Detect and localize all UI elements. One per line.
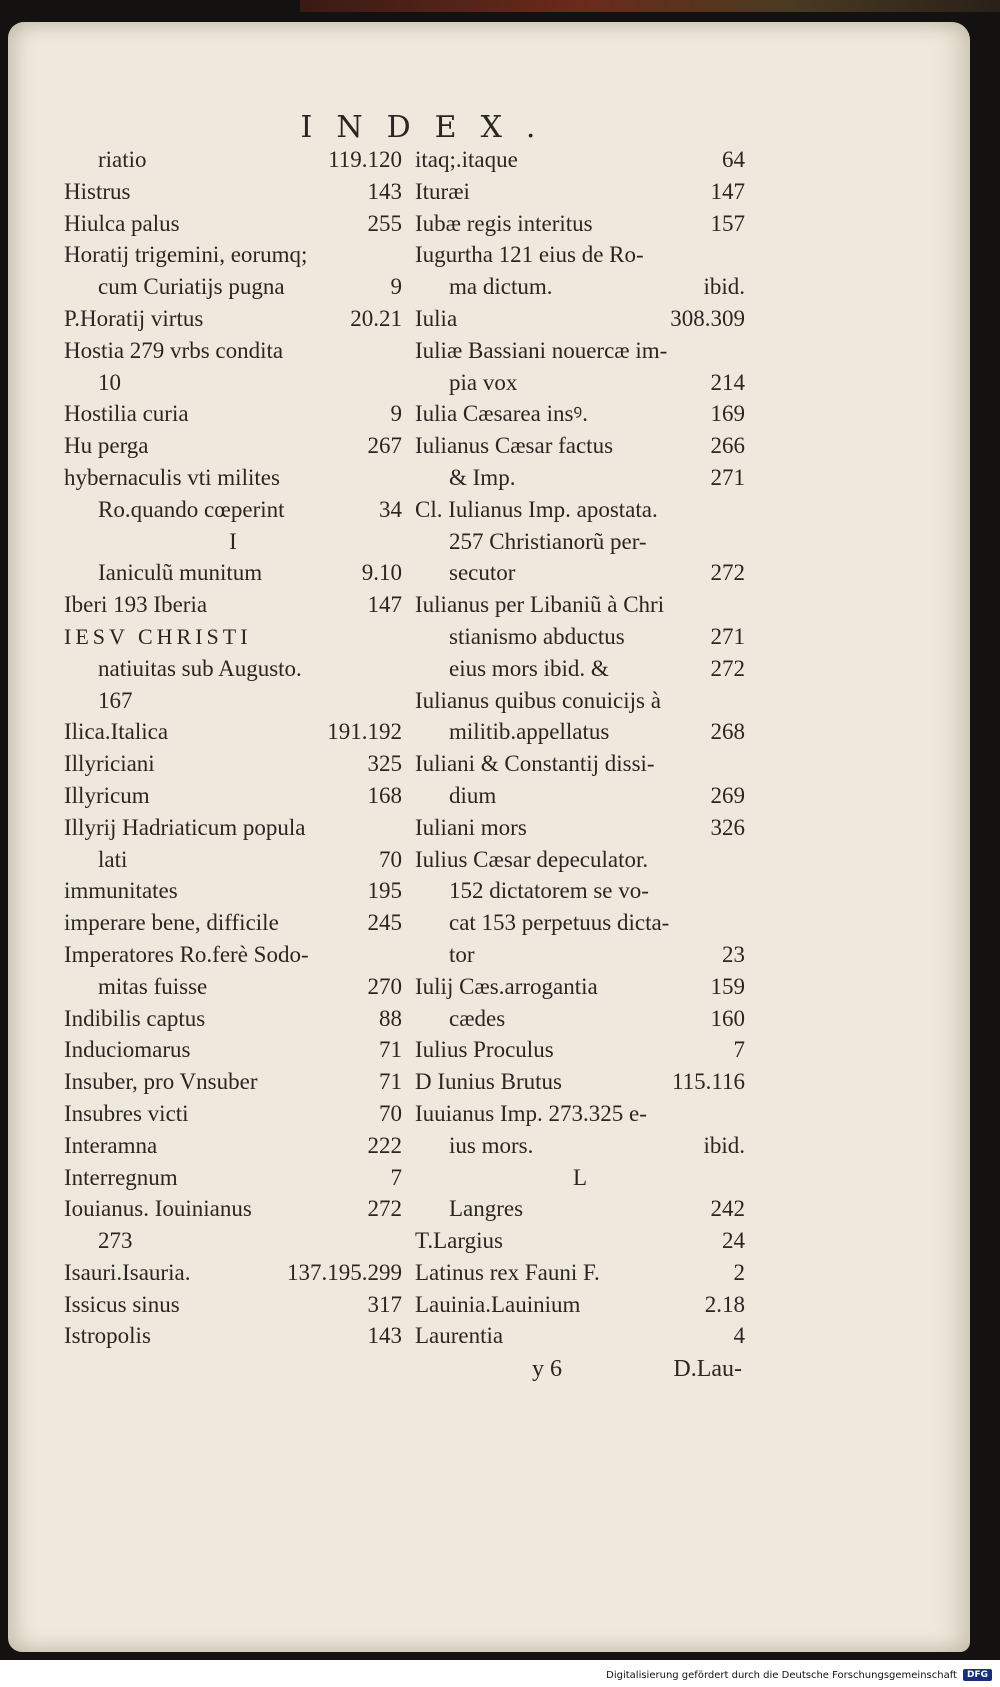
index-entry bbox=[415, 398, 745, 430]
index-entry bbox=[415, 367, 745, 399]
index-column-right bbox=[415, 144, 745, 1352]
page-title: INDEX. bbox=[300, 110, 560, 145]
index-entry-page: 70 bbox=[379, 846, 402, 872]
index-entry-text: militib.appellatus bbox=[449, 719, 610, 745]
index-entry bbox=[415, 1289, 745, 1321]
index-entry bbox=[64, 1289, 402, 1321]
index-entry-text: IESV CHRISTI bbox=[64, 623, 252, 649]
index-entry bbox=[415, 812, 745, 844]
index-entry-page: 242 bbox=[710, 1196, 745, 1222]
index-entry bbox=[415, 1193, 745, 1225]
index-entry-text: Iulianus per Libaniũ à Chri bbox=[415, 592, 665, 618]
index-entry-page: 88 bbox=[379, 1005, 402, 1031]
index-entry-page: 214 bbox=[710, 369, 745, 395]
index-entry bbox=[64, 144, 402, 176]
index-entry-page: 160 bbox=[710, 1005, 745, 1031]
index-entry-text: Imperatores Ro.ferè Sodo- bbox=[64, 941, 309, 967]
index-entry-text: tor bbox=[449, 941, 475, 967]
index-entry-text: Langres bbox=[449, 1196, 524, 1222]
index-entry-page: 34 bbox=[379, 496, 402, 522]
index-entry-text: Iuuianus Imp. 273.325 e- bbox=[415, 1100, 647, 1126]
index-entry bbox=[415, 303, 745, 335]
index-entry bbox=[415, 589, 745, 621]
index-entry-text: Latinus rex Fauni F. bbox=[415, 1259, 600, 1285]
credit-text: Digitalisierung gefördert durch die Deutsche Forschungsgemeinschaft bbox=[606, 1669, 957, 1681]
index-entry-text: riatio bbox=[98, 147, 147, 172]
index-entry-text: mitas fuisse bbox=[98, 973, 208, 999]
index-entry-text: 273 bbox=[98, 1228, 133, 1254]
index-entry-text: Iuliӕ Bassiani nouercӕ im- bbox=[415, 337, 668, 363]
index-entry-text: Illyriciani bbox=[64, 751, 155, 777]
index-entry-text: imperare bene, difficile bbox=[64, 910, 279, 936]
index-entry bbox=[415, 1098, 745, 1130]
index-entry-text: cum Curiatijs pugna bbox=[98, 274, 285, 300]
index-entry-text: Iouianus. Iouinianus bbox=[64, 1196, 252, 1222]
index-entry-text: I bbox=[229, 528, 237, 554]
index-entry bbox=[64, 208, 402, 240]
index-entry bbox=[415, 939, 745, 971]
index-entry bbox=[64, 589, 402, 621]
index-entry-text: Induciomarus bbox=[64, 1037, 191, 1063]
page-footer bbox=[532, 1356, 742, 1383]
index-entry-page: 272 bbox=[710, 560, 745, 586]
index-entry bbox=[415, 971, 745, 1003]
index-entry bbox=[415, 1003, 745, 1035]
index-entry-page: 266 bbox=[710, 433, 745, 459]
index-entry-page: 143 bbox=[367, 1323, 402, 1349]
index-entry bbox=[64, 398, 402, 430]
index-entry-page: 222 bbox=[367, 1132, 402, 1158]
index-entry-text: Iubӕ regis interitus bbox=[415, 210, 593, 236]
index-entry-page: 20.21 bbox=[350, 305, 402, 331]
index-entry-page: 143 bbox=[367, 178, 402, 204]
index-entry-page: 119.120 bbox=[328, 147, 402, 172]
index-entry-page: 157 bbox=[710, 210, 745, 236]
index-entry bbox=[64, 716, 402, 748]
index-entry-page: 7 bbox=[733, 1037, 745, 1063]
index-entry bbox=[64, 176, 402, 208]
index-entry-text: Hiulca palus bbox=[64, 210, 180, 236]
index-entry-page: 271 bbox=[710, 623, 745, 649]
index-entry bbox=[415, 208, 745, 240]
index-entry bbox=[64, 1320, 402, 1352]
index-entry-page: 325 bbox=[367, 751, 402, 777]
index-entry bbox=[64, 1193, 402, 1225]
index-entry bbox=[415, 1257, 745, 1289]
index-entry-text: & Imp. bbox=[449, 464, 516, 490]
index-entry bbox=[415, 239, 745, 271]
index-entry-text: Lauinia.Lauinium bbox=[415, 1291, 581, 1317]
index-entry-text: natiuitas sub Augusto. bbox=[98, 655, 302, 681]
index-entry-text: Histrus bbox=[64, 178, 131, 204]
index-entry-text: Insuber, pro Vnsuber bbox=[64, 1069, 258, 1095]
index-entry bbox=[64, 367, 402, 399]
index-entry-text: Horatij trigemini, eorumq; bbox=[64, 242, 308, 268]
index-entry bbox=[64, 239, 402, 271]
index-entry-page: 272 bbox=[710, 655, 745, 681]
index-entry-page: 268 bbox=[710, 719, 745, 745]
index-entry-text: Cl. Iulianus Imp. apostata. bbox=[415, 496, 658, 522]
index-entry-text: cat 153 perpetuus dicta- bbox=[449, 910, 670, 936]
index-column-left bbox=[64, 144, 402, 1352]
index-entry-text: Hostilia curia bbox=[64, 401, 189, 427]
index-entry-page: 23 bbox=[722, 941, 745, 967]
index-entry bbox=[415, 653, 745, 685]
index-entry-text: 10 bbox=[98, 369, 121, 395]
index-entry bbox=[64, 526, 402, 558]
index-entry bbox=[64, 303, 402, 335]
index-entry-text: dium bbox=[449, 782, 497, 808]
index-entry-text: itaq;.itaque bbox=[415, 147, 518, 172]
index-entry-text: Indibilis captus bbox=[64, 1005, 206, 1031]
catchword: D.Lau- bbox=[673, 1356, 742, 1382]
index-entry bbox=[64, 748, 402, 780]
index-entry-page: 137.195.299 bbox=[287, 1259, 402, 1285]
index-entry bbox=[64, 780, 402, 812]
index-entry-text: Iugurtha 121 eius de Ro- bbox=[415, 242, 644, 268]
index-entry bbox=[415, 176, 745, 208]
index-entry-page: 326 bbox=[710, 814, 745, 840]
index-entry-text: Interamna bbox=[64, 1132, 158, 1158]
index-entry bbox=[415, 844, 745, 876]
index-entry bbox=[415, 780, 745, 812]
index-entry bbox=[415, 1066, 745, 1098]
index-entry-page: 71 bbox=[379, 1069, 402, 1095]
index-entry-page: 9 bbox=[390, 401, 402, 427]
index-entry-text: hybernaculis vti milites bbox=[64, 464, 280, 490]
index-entry bbox=[415, 621, 745, 653]
index-entry bbox=[415, 748, 745, 780]
index-entry-text: secutor bbox=[449, 560, 516, 586]
index-entry-text: D Iunius Brutus bbox=[415, 1069, 562, 1095]
index-entry-text: L bbox=[572, 1164, 588, 1190]
index-entry-page: 272 bbox=[367, 1196, 402, 1222]
index-entry-text: Istropolis bbox=[64, 1323, 151, 1349]
index-entry-text: Iturӕi bbox=[415, 178, 470, 204]
index-entry bbox=[415, 716, 745, 748]
index-entry bbox=[64, 844, 402, 876]
index-entry bbox=[415, 1225, 745, 1257]
index-entry-text: eius mors ibid. & bbox=[449, 655, 609, 681]
index-entry-text: 257 Christianorũ per- bbox=[449, 528, 647, 554]
index-entry bbox=[415, 875, 745, 907]
index-entry-page: 269 bbox=[710, 782, 745, 808]
index-entry bbox=[64, 1034, 402, 1066]
index-entry-page: ibid. bbox=[703, 1132, 745, 1158]
index-entry-page: 24 bbox=[722, 1228, 745, 1254]
index-entry-text: Iulius Proculus bbox=[415, 1037, 554, 1063]
index-entry bbox=[64, 335, 402, 367]
index-entry-text: stianismo abductus bbox=[449, 623, 625, 649]
index-entry-page: 9 bbox=[390, 274, 402, 300]
index-entry-text: Iulianus Cӕsar factus bbox=[415, 433, 614, 459]
index-entry-text: 152 dictatorem se vo- bbox=[449, 878, 649, 904]
index-entry-page: 2.18 bbox=[704, 1291, 745, 1317]
index-entry bbox=[64, 1162, 402, 1194]
index-entry bbox=[64, 462, 402, 494]
index-entry-text: Illyricum bbox=[64, 782, 150, 808]
index-entry bbox=[64, 1003, 402, 1035]
index-entry bbox=[64, 1257, 402, 1289]
index-entry-text: Hu perga bbox=[64, 433, 149, 459]
index-entry bbox=[415, 1034, 745, 1066]
index-entry bbox=[415, 1130, 745, 1162]
index-entry bbox=[415, 430, 745, 462]
index-entry-text: ius mors. bbox=[449, 1132, 534, 1158]
index-entry bbox=[64, 971, 402, 1003]
index-entry bbox=[64, 621, 402, 653]
index-entry-text: Iulia Cӕsarea insꝰ. bbox=[415, 401, 588, 427]
index-entry bbox=[64, 1098, 402, 1130]
index-entry-page: 270 bbox=[367, 973, 402, 999]
index-entry bbox=[415, 1320, 745, 1352]
index-entry-text: Ro.quando cœperint bbox=[98, 496, 285, 522]
index-entry-page: 4 bbox=[733, 1323, 745, 1349]
index-entry bbox=[64, 1225, 402, 1257]
dfg-logo-icon: DFG bbox=[963, 1669, 992, 1681]
index-entry bbox=[64, 1066, 402, 1098]
index-entry-page: 245 bbox=[367, 910, 402, 936]
index-entry-page: 71 bbox=[379, 1037, 402, 1063]
index-entry-text: 167 bbox=[98, 687, 133, 713]
index-entry-page: 147 bbox=[367, 592, 402, 618]
index-entry-text: Iuliani mors bbox=[415, 814, 527, 840]
index-entry bbox=[415, 335, 745, 367]
index-entry bbox=[415, 494, 745, 526]
index-entry-page: 115.116 bbox=[671, 1069, 745, 1095]
digitization-credit bbox=[600, 1665, 992, 1685]
index-entry-text: Isauri.Isauria. bbox=[64, 1259, 191, 1285]
index-entry-text: Issicus sinus bbox=[64, 1291, 180, 1317]
index-entry-text: cӕdes bbox=[449, 1005, 506, 1031]
index-entry bbox=[64, 271, 402, 303]
scan-top-edge bbox=[300, 0, 1000, 12]
index-entry-page: 159 bbox=[710, 973, 745, 999]
index-entry bbox=[64, 939, 402, 971]
index-entry bbox=[64, 557, 402, 589]
index-entry-page: 64 bbox=[722, 147, 745, 172]
index-entry-text: Illyrij Hadriaticum popula bbox=[64, 814, 306, 840]
index-entry-text: Iuliani & Constantij dissi- bbox=[415, 751, 655, 777]
index-entry-page: 147 bbox=[710, 178, 745, 204]
index-entry bbox=[64, 812, 402, 844]
index-entry-text: ma dictum. bbox=[449, 274, 553, 300]
index-entry bbox=[64, 907, 402, 939]
index-entry-page: ibid. bbox=[703, 274, 745, 300]
index-entry-text: pia vox bbox=[449, 369, 518, 395]
index-entry-page: 195 bbox=[367, 878, 402, 904]
index-entry bbox=[415, 526, 745, 558]
index-entry bbox=[64, 430, 402, 462]
index-entry-page: 169 bbox=[710, 401, 745, 427]
index-entry-text: lati bbox=[98, 846, 128, 872]
index-entry bbox=[64, 494, 402, 526]
index-entry-page: 317 bbox=[367, 1291, 402, 1317]
index-entry-text: Insubres victi bbox=[64, 1100, 189, 1126]
index-entry bbox=[415, 907, 745, 939]
index-entry-text: Iulij Cӕs.arrogantia bbox=[415, 973, 598, 999]
index-entry-text: Ilica.Italica bbox=[64, 719, 169, 745]
index-entry-text: Ianiculũ munitum bbox=[98, 560, 263, 586]
index-entry-text: immunitates bbox=[64, 878, 178, 904]
index-entry-text: T.Largius bbox=[415, 1228, 503, 1254]
index-entry bbox=[415, 462, 745, 494]
index-entry bbox=[415, 144, 745, 176]
index-entry bbox=[415, 271, 745, 303]
index-entry-text: Iulius Cӕsar depeculator. bbox=[415, 846, 649, 872]
index-entry-page: 271 bbox=[710, 464, 745, 490]
index-entry-page: 267 bbox=[367, 433, 402, 459]
index-entry-page: 168 bbox=[367, 782, 402, 808]
index-entry-text: P.Horatij virtus bbox=[64, 305, 204, 331]
index-entry-text: Iulianus quibus conuicijs à bbox=[415, 687, 661, 713]
index-entry-page: 70 bbox=[379, 1100, 402, 1126]
index-entry bbox=[64, 685, 402, 717]
index-entry-page: 191.192 bbox=[327, 719, 402, 745]
index-entry-text: Hostia 279 vrbs condita bbox=[64, 337, 284, 363]
index-entry bbox=[64, 875, 402, 907]
index-entry bbox=[415, 1162, 745, 1194]
index-entry-page: 7 bbox=[390, 1164, 402, 1190]
index-entry-page: 9.10 bbox=[361, 560, 402, 586]
index-entry-page: 308.309 bbox=[670, 305, 745, 331]
signature-mark: y 6 bbox=[532, 1356, 562, 1382]
index-entry-text: Interregnum bbox=[64, 1164, 178, 1190]
index-entry-text: Laurentia bbox=[415, 1323, 504, 1349]
index-entry bbox=[64, 1130, 402, 1162]
index-entry-text: Iberi 193 Iberia bbox=[64, 592, 208, 618]
index-entry bbox=[415, 685, 745, 717]
index-entry-page: 2 bbox=[733, 1259, 745, 1285]
index-entry-page: 255 bbox=[367, 210, 402, 236]
index-entry-text: Iulia bbox=[415, 305, 458, 331]
index-entry bbox=[64, 653, 402, 685]
index-entry bbox=[415, 557, 745, 589]
